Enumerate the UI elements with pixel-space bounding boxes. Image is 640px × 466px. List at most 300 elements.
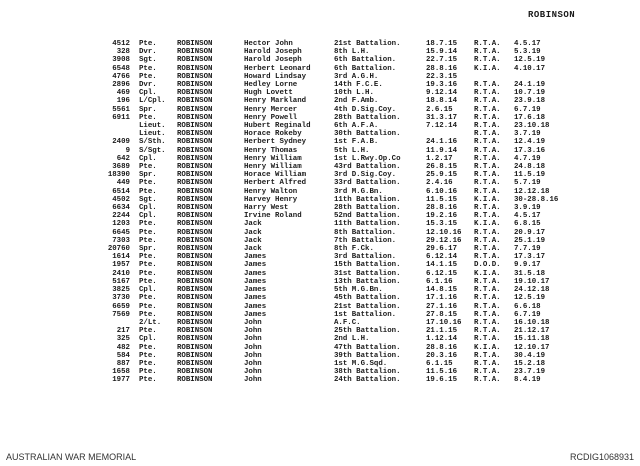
unit-cell: 8th Battalion. xyxy=(334,228,397,237)
fate-date-cell: 16.10.18 xyxy=(514,318,550,327)
fate-date-cell: 31.5.18 xyxy=(514,269,546,278)
given-names-cell: Hubert Reginald xyxy=(244,122,311,131)
table-row xyxy=(88,261,558,269)
service-number-cell: 3689 xyxy=(112,163,130,172)
surname-cell: ROBINSON xyxy=(177,327,213,336)
enlistment-date-cell: 1.12.14 xyxy=(426,335,458,344)
surname-cell: ROBINSON xyxy=(177,146,213,155)
service-number-cell: 20760 xyxy=(107,245,130,254)
unit-cell: 3rd D.Sig.Coy. xyxy=(334,171,397,180)
service-number-cell xyxy=(88,319,139,327)
unit-cell: 1st F.A.B. xyxy=(334,138,379,147)
fate-date-cell: 23.7.19 xyxy=(514,368,546,377)
enlistment-date-cell: 19.2.16 xyxy=(426,212,458,221)
enlistment-date-cell: 9.12.14 xyxy=(426,89,458,98)
unit-cell: 14th F.C.E. xyxy=(334,81,383,90)
rank-cell: S/Sgt. xyxy=(139,146,166,155)
table-row xyxy=(88,212,558,220)
enlistment-date-cell: 17.10.16 xyxy=(426,318,462,327)
fate-date-cell: 20.9.17 xyxy=(514,228,546,237)
given-names-cell: Herbert Sydney xyxy=(244,138,307,147)
rank-cell: Pte. xyxy=(139,310,157,319)
fate-date-cell: 12.5.19 xyxy=(514,56,546,65)
fate-cell: R.T.A. xyxy=(474,146,501,155)
fate-cell: R.T.A. xyxy=(474,376,501,385)
surname-cell: ROBINSON xyxy=(177,261,213,270)
table-row xyxy=(88,352,558,360)
fate-cell: R.T.A. xyxy=(474,318,501,327)
rank-cell: Lieut. xyxy=(139,130,166,139)
unit-cell: 52nd Battalion. xyxy=(334,212,401,221)
service-number-cell: 328 xyxy=(116,48,130,57)
table-row xyxy=(88,81,558,89)
unit-cell: 33rd Battalion. xyxy=(334,179,401,188)
unit-cell: 11th Battalion. xyxy=(334,220,401,229)
fate-cell: R.T.A. xyxy=(474,286,501,295)
surname-cell: ROBINSON xyxy=(177,228,213,237)
fate-cell: R.T.A. xyxy=(474,351,501,360)
fate-date-cell: 7.7.19 xyxy=(514,245,541,254)
rank-cell: Pte. xyxy=(139,236,157,245)
fate-date-cell: 21.12.17 xyxy=(514,327,550,336)
unit-cell: 25th Battalion. xyxy=(334,327,401,336)
rank-cell: Spr. xyxy=(139,245,157,254)
enlistment-date-cell: 24.1.16 xyxy=(426,138,458,147)
fate-date-cell: 30-28.8.16 xyxy=(514,195,559,204)
table-row xyxy=(88,48,558,56)
table-row xyxy=(88,106,558,114)
enlistment-date-cell: 7.12.14 xyxy=(426,122,458,131)
service-number-cell xyxy=(88,130,139,138)
enlistment-date-cell: 22.7.15 xyxy=(426,56,458,65)
fate-date-cell: 11.5.19 xyxy=(514,171,546,180)
surname-cell: ROBINSON xyxy=(177,154,213,163)
table-row xyxy=(88,171,558,179)
unit-cell: 10th L.H. xyxy=(334,89,374,98)
fate-date-cell: 6.6.18 xyxy=(514,302,541,311)
fate-cell: R.T.A. xyxy=(474,122,501,131)
fate-date-cell: 24.8.18 xyxy=(514,163,546,172)
rank-cell: Pte. xyxy=(139,343,157,352)
rank-cell: Cpl. xyxy=(139,204,157,213)
fate-date-cell: 23.9.18 xyxy=(514,97,546,106)
unit-cell: A.F.C. xyxy=(334,318,361,327)
enlistment-date-cell: 15.9.14 xyxy=(426,48,458,57)
table-row xyxy=(88,56,558,64)
fate-cell: R.T.A. xyxy=(474,236,501,245)
fate-date-cell: 6.8.15 xyxy=(514,220,541,229)
surname-cell: ROBINSON xyxy=(177,368,213,377)
given-names-cell: James xyxy=(244,253,267,262)
given-names-cell: James xyxy=(244,269,267,278)
unit-cell: 4th D.Sig.Coy. xyxy=(334,105,397,114)
fate-date-cell: 3.9.19 xyxy=(514,204,541,213)
surname-cell: ROBINSON xyxy=(177,359,213,368)
given-names-cell: John xyxy=(244,343,262,352)
given-names-cell: Henry Mercer xyxy=(244,105,298,114)
rank-cell: Pte. xyxy=(139,376,157,385)
enlistment-date-cell: 14.8.15 xyxy=(426,286,458,295)
fate-cell: R.T.A. xyxy=(474,327,501,336)
service-number-cell: 7569 xyxy=(112,310,130,319)
given-names-cell: Hector John xyxy=(244,40,293,48)
table-row xyxy=(88,311,558,319)
fate-date-cell: 9.9.17 xyxy=(514,261,541,270)
fate-date-cell: 12.10.17 xyxy=(514,343,550,352)
fate-cell: K.I.A. xyxy=(474,269,501,278)
rank-cell: Pte. xyxy=(139,72,157,81)
fate-cell: R.T.A. xyxy=(474,171,501,180)
service-number-cell: 2410 xyxy=(112,269,130,278)
surname-cell: ROBINSON xyxy=(177,105,213,114)
table-row xyxy=(88,65,558,73)
rank-cell: Pte. xyxy=(139,228,157,237)
table-row xyxy=(88,97,558,105)
fate-date-cell: 19.10.17 xyxy=(514,277,550,286)
fate-date-cell: 4.10.17 xyxy=(514,64,546,73)
fate-date-cell: 15.11.18 xyxy=(514,335,550,344)
surname-cell: ROBINSON xyxy=(177,335,213,344)
unit-cell: 21st Battalion. xyxy=(334,40,401,48)
fate-date-cell: 25.1.19 xyxy=(514,236,546,245)
rank-cell: Cpl. xyxy=(139,212,157,221)
rank-cell: Pte. xyxy=(139,269,157,278)
service-number-cell: 1614 xyxy=(112,253,130,262)
surname-cell: ROBINSON xyxy=(177,81,213,90)
surname-cell: ROBINSON xyxy=(177,269,213,278)
unit-cell: 47th Battalion. xyxy=(334,343,401,352)
nominal-roll-table xyxy=(88,40,558,385)
fate-cell: R.T.A. xyxy=(474,154,501,163)
unit-cell: 39th Battalion. xyxy=(334,351,401,360)
table-row xyxy=(88,344,558,352)
unit-cell: 1st M.G.Sqd. xyxy=(334,359,388,368)
unit-cell: 2nd L.H. xyxy=(334,335,370,344)
enlistment-date-cell: 1.2.17 xyxy=(426,154,453,163)
unit-cell: 15th Battalion. xyxy=(334,261,401,270)
given-names-cell: Henry William xyxy=(244,154,302,163)
fate-cell: R.T.A. xyxy=(474,204,501,213)
rank-cell: Pte. xyxy=(139,64,157,73)
service-number-cell: 4512 xyxy=(112,40,130,48)
given-names-cell: Henry Walton xyxy=(244,187,298,196)
fate-date-cell: 6.7.19 xyxy=(514,310,541,319)
fate-cell: R.T.A. xyxy=(474,97,501,106)
surname-cell: ROBINSON xyxy=(177,286,213,295)
fate-date-cell: 5.3.19 xyxy=(514,48,541,57)
rank-cell: Sgt. xyxy=(139,195,157,204)
enlistment-date-cell xyxy=(426,130,474,138)
enlistment-date-cell: 17.1.16 xyxy=(426,294,458,303)
service-number-cell: 2244 xyxy=(112,212,130,221)
surname-cell: ROBINSON xyxy=(177,245,213,254)
surname-cell: ROBINSON xyxy=(177,318,213,327)
table-row xyxy=(88,237,558,245)
rank-cell: Spr. xyxy=(139,171,157,180)
enlistment-date-cell: 11.5.15 xyxy=(426,195,458,204)
fate-date-cell: 24.12.18 xyxy=(514,286,550,295)
fate-cell: R.T.A. xyxy=(474,105,501,114)
given-names-cell: James xyxy=(244,302,267,311)
unit-cell: 5th M.G.Bn. xyxy=(334,286,383,295)
enlistment-date-cell: 20.3.16 xyxy=(426,351,458,360)
table-row xyxy=(88,278,558,286)
unit-cell: 31st Battalion. xyxy=(334,269,401,278)
enlistment-date-cell: 19.6.15 xyxy=(426,376,458,385)
given-names-cell: Jack xyxy=(244,228,262,237)
surname-cell: ROBINSON xyxy=(177,302,213,311)
fate-date-cell: 4.5.17 xyxy=(514,212,541,221)
given-names-cell: James xyxy=(244,310,267,319)
fate-cell: R.T.A. xyxy=(474,138,501,147)
enlistment-date-cell: 29.6.17 xyxy=(426,245,458,254)
given-names-cell: John xyxy=(244,368,262,377)
service-number-cell: 584 xyxy=(116,351,130,360)
surname-cell: ROBINSON xyxy=(177,48,213,57)
fate-cell: R.T.A. xyxy=(474,277,501,286)
given-names-cell: Jack xyxy=(244,220,262,229)
surname-cell: ROBINSON xyxy=(177,72,213,81)
table-row xyxy=(88,138,558,146)
fate-date-cell: 15.2.18 xyxy=(514,359,546,368)
archive-credit: AUSTRALIAN WAR MEMORIAL xyxy=(6,452,137,462)
enlistment-date-cell: 22.3.15 xyxy=(426,72,458,81)
enlistment-date-cell: 6.1.16 xyxy=(426,277,453,286)
enlistment-date-cell: 2.4.16 xyxy=(426,179,453,188)
surname-cell: ROBINSON xyxy=(177,64,213,73)
given-names-cell: Henry Thomas xyxy=(244,146,298,155)
surname-cell: ROBINSON xyxy=(177,138,213,147)
enlistment-date-cell: 31.3.17 xyxy=(426,113,458,122)
table-row xyxy=(88,130,558,138)
given-names-cell: John xyxy=(244,351,262,360)
table-row xyxy=(88,245,558,253)
enlistment-date-cell: 25.9.15 xyxy=(426,171,458,180)
fate-date-cell: 3.7.19 xyxy=(514,130,541,139)
rank-cell: Pte. xyxy=(139,113,157,122)
service-number-cell: 449 xyxy=(116,179,130,188)
surname-cell: ROBINSON xyxy=(177,376,213,385)
service-number-cell: 7303 xyxy=(112,236,130,245)
enlistment-date-cell: 27.8.15 xyxy=(426,310,458,319)
enlistment-date-cell: 19.3.16 xyxy=(426,81,458,90)
surname-cell: ROBINSON xyxy=(177,122,213,131)
surname-cell: ROBINSON xyxy=(177,351,213,360)
table-row xyxy=(88,122,558,130)
unit-cell: 8th L.H. xyxy=(334,48,370,57)
fate-date-cell: 6.7.19 xyxy=(514,105,541,114)
unit-cell: 11th Battalion. xyxy=(334,195,401,204)
rank-cell: 2/Lt. xyxy=(139,318,162,327)
table-row xyxy=(88,319,558,327)
unit-cell: 13th Battalion. xyxy=(334,277,401,286)
given-names-cell: Jack xyxy=(244,236,262,245)
fate-cell: R.T.A. xyxy=(474,359,501,368)
service-number-cell: 196 xyxy=(116,97,130,106)
document-id: RCDIG1068931 xyxy=(569,452,634,462)
unit-cell: 6th Battalion. xyxy=(334,56,397,65)
service-number-cell: 3908 xyxy=(112,56,130,65)
unit-cell: 6th A.F.A. xyxy=(334,122,379,131)
fate-cell: R.T.A. xyxy=(474,294,501,303)
given-names-cell: Harry West xyxy=(244,204,289,213)
unit-cell: 8th F.Ck. xyxy=(334,245,374,254)
table-row xyxy=(88,40,558,48)
fate-date-cell: 23.10.18 xyxy=(514,122,550,131)
rank-cell: Pte. xyxy=(139,163,157,172)
fate-cell: R.T.A. xyxy=(474,187,501,196)
fate-date-cell: 24.1.19 xyxy=(514,81,546,90)
fate-cell: R.T.A. xyxy=(474,89,501,98)
table-row xyxy=(88,147,558,155)
unit-cell: 45th Battalion. xyxy=(334,294,401,303)
unit-cell: 43rd Battalion. xyxy=(334,163,401,172)
fate-cell: R.T.A. xyxy=(474,253,501,262)
service-number-cell: 6911 xyxy=(112,113,130,122)
service-number-cell: 6514 xyxy=(112,187,130,196)
fate-cell: K.I.A. xyxy=(474,64,501,73)
given-names-cell: Herbert Alfred xyxy=(244,179,307,188)
fate-cell: R.T.A. xyxy=(474,335,501,344)
rank-cell: Pte. xyxy=(139,179,157,188)
table-row xyxy=(88,89,558,97)
rank-cell: Cpl. xyxy=(139,335,157,344)
enlistment-date-cell: 11.5.16 xyxy=(426,368,458,377)
unit-cell: 5th L.H. xyxy=(334,146,370,155)
surname-cell: ROBINSON xyxy=(177,179,213,188)
fate-cell: R.T.A. xyxy=(474,212,501,221)
surname-cell: ROBINSON xyxy=(177,187,213,196)
enlistment-date-cell: 12.10.16 xyxy=(426,228,462,237)
service-number-cell: 1658 xyxy=(112,368,130,377)
surname-cell: ROBINSON xyxy=(177,113,213,122)
service-number-cell: 1203 xyxy=(112,220,130,229)
table-row xyxy=(88,220,558,228)
fate-date-cell: 12.4.19 xyxy=(514,138,546,147)
rank-cell: Pte. xyxy=(139,40,157,48)
page-title: ROBINSON xyxy=(528,10,576,20)
given-names-cell: James xyxy=(244,277,267,286)
fate-cell: R.T.A. xyxy=(474,245,501,254)
given-names-cell: John xyxy=(244,359,262,368)
fate-cell: R.T.A. xyxy=(474,368,501,377)
enlistment-date-cell: 18.7.15 xyxy=(426,40,458,48)
service-number-cell: 642 xyxy=(116,154,130,163)
rank-cell: Pte. xyxy=(139,277,157,286)
fate-cell: R.T.A. xyxy=(474,56,501,65)
given-names-cell: Henry Powell xyxy=(244,113,298,122)
fate-cell: R.T.A. xyxy=(474,48,501,57)
table-row xyxy=(88,294,558,302)
unit-cell: 24th Battalion. xyxy=(334,376,401,385)
enlistment-date-cell: 6.12.15 xyxy=(426,269,458,278)
service-number-cell: 1957 xyxy=(112,261,130,270)
given-names-cell: John xyxy=(244,335,262,344)
enlistment-date-cell: 21.1.15 xyxy=(426,327,458,336)
fate-cell xyxy=(474,73,514,81)
service-number-cell: 217 xyxy=(116,327,130,336)
given-names-cell: Horace William xyxy=(244,171,307,180)
table-row xyxy=(88,376,558,384)
given-names-cell: Jack xyxy=(244,245,262,254)
enlistment-date-cell: 27.1.16 xyxy=(426,302,458,311)
fate-date-cell: 8.4.19 xyxy=(514,376,541,385)
given-names-cell: Harold Joseph xyxy=(244,48,302,57)
fate-date-cell: 10.7.19 xyxy=(514,89,546,98)
fate-cell: R.T.A. xyxy=(474,302,501,311)
table-row xyxy=(88,335,558,343)
unit-cell: 28th Battalion. xyxy=(334,204,401,213)
given-names-cell: Irvine Roland xyxy=(244,212,302,221)
unit-cell: 7th Battalion. xyxy=(334,236,397,245)
unit-cell: 3rd A.G.H. xyxy=(334,72,379,81)
service-number-cell: 325 xyxy=(116,335,130,344)
enlistment-date-cell: 6.12.14 xyxy=(426,253,458,262)
surname-cell: ROBINSON xyxy=(177,204,213,213)
table-row xyxy=(88,360,558,368)
given-names-cell: Harold Joseph xyxy=(244,56,302,65)
service-number-cell: 6645 xyxy=(112,228,130,237)
surname-cell: ROBINSON xyxy=(177,195,213,204)
service-number-cell: 3825 xyxy=(112,286,130,295)
given-names-cell: Henry William xyxy=(244,163,302,172)
service-number-cell: 6634 xyxy=(112,204,130,213)
enlistment-date-cell: 6.1.15 xyxy=(426,359,453,368)
service-number-cell: 1977 xyxy=(112,376,130,385)
enlistment-date-cell: 11.9.14 xyxy=(426,146,458,155)
fate-cell: R.T.A. xyxy=(474,228,501,237)
unit-cell: 1st L.Rwy.Op.Co xyxy=(334,154,401,163)
unit-cell: 2nd F.Amb. xyxy=(334,97,379,106)
fate-cell: R.T.A. xyxy=(474,310,501,319)
given-names-cell: Henry Markland xyxy=(244,97,307,106)
table-row xyxy=(88,114,558,122)
given-names-cell: John xyxy=(244,376,262,385)
table-row xyxy=(88,179,558,187)
given-names-cell: James xyxy=(244,261,267,270)
rank-cell: Pte. xyxy=(139,359,157,368)
fate-date-cell xyxy=(514,73,558,81)
fate-cell: R.T.A. xyxy=(474,163,501,172)
service-number-cell: 469 xyxy=(116,89,130,98)
surname-cell: ROBINSON xyxy=(177,294,213,303)
enlistment-date-cell: 18.8.14 xyxy=(426,97,458,106)
enlistment-date-cell: 28.8.16 xyxy=(426,343,458,352)
rank-cell: Spr. xyxy=(139,105,157,114)
rank-cell: Sgt. xyxy=(139,56,157,65)
fate-date-cell: 4.7.19 xyxy=(514,154,541,163)
rank-cell: Pte. xyxy=(139,261,157,270)
rank-cell: Dvr. xyxy=(139,48,157,57)
unit-cell: 3rd Battalion. xyxy=(334,253,397,262)
rank-cell: Lieut. xyxy=(139,122,166,131)
nominal-roll-body xyxy=(88,40,558,385)
enlistment-date-cell: 15.3.15 xyxy=(426,220,458,229)
enlistment-date-cell: 6.10.16 xyxy=(426,187,458,196)
rank-cell: Pte. xyxy=(139,253,157,262)
given-names-cell: Hedley Lorne xyxy=(244,81,298,90)
fate-cell: R.T.A. xyxy=(474,81,501,90)
service-number-cell: 18390 xyxy=(107,171,130,180)
service-number-cell: 6659 xyxy=(112,302,130,311)
table-row xyxy=(88,303,558,311)
rank-cell: Pte. xyxy=(139,327,157,336)
table-row xyxy=(88,163,558,171)
service-number-cell: 5561 xyxy=(112,105,130,114)
surname-cell: ROBINSON xyxy=(177,130,213,139)
enlistment-date-cell: 26.8.15 xyxy=(426,163,458,172)
given-names-cell: John xyxy=(244,327,262,336)
